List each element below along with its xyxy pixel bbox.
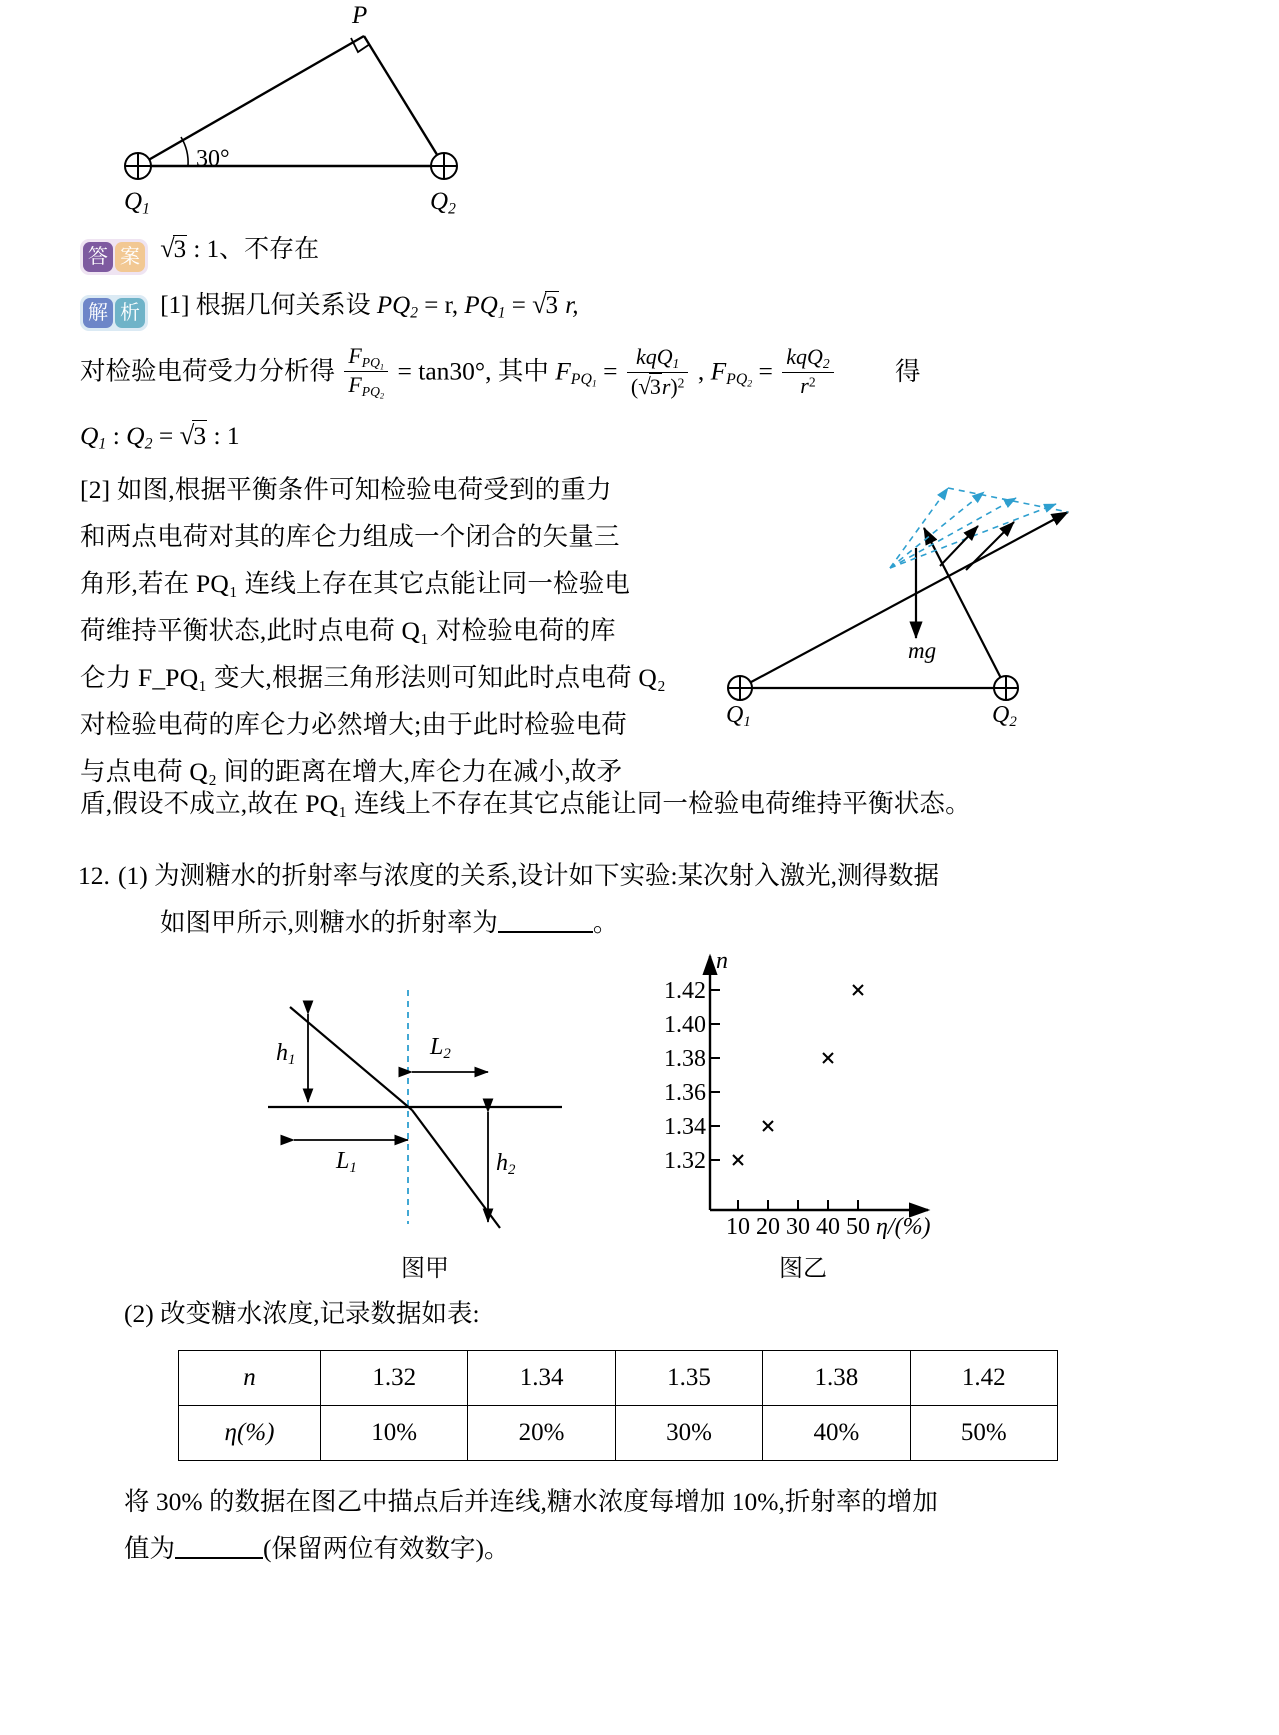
sol2-frac-den-F: F [348, 372, 362, 398]
refraction-svg [250, 952, 600, 1242]
sol2-F1-den-close: ) [670, 373, 678, 399]
sol2-F2-num-kqQ: kqQ [786, 344, 823, 370]
table-cell: 1.38 [763, 1351, 910, 1406]
label-h2-sub: 2 [508, 1162, 516, 1179]
solution-paragraph-2-last: 盾,假设不成立,故在 PQ₁ 连线上不存在其它点能让同一检验电荷维持平衡状态。 [80, 789, 971, 818]
label-h1-sub: 1 [288, 1052, 296, 1069]
question-12-part2: (2) 改变糖水浓度,记录数据如表: [124, 1299, 480, 1328]
sol1-sqrt-value: 3 [545, 292, 559, 319]
sol2-F2-den [782, 372, 833, 399]
ratio-sqrt-value: 3 [193, 421, 207, 450]
sol2-F1-den [627, 372, 689, 400]
part1-line1-text: 为测糖水的折射率与浓度的关系,设计如下实验:某次射入激光,测得数据 [154, 861, 939, 890]
label-Q2-letter: Q [430, 188, 449, 215]
answer-badge-char1: 答 [83, 242, 113, 272]
sol2-frac-den-sub: PQ [361, 383, 380, 399]
label-Q1-sub: 1 [142, 200, 150, 218]
solution-line-1 [80, 292, 1180, 331]
part1-line2-text: 如图甲所示,则糖水的折射率为 [160, 908, 498, 937]
table-header-n-label: n [243, 1364, 256, 1391]
sol1-sqrt-radical: √ [532, 290, 547, 319]
answer-blank-increment[interactable] [175, 1532, 263, 1559]
sol2-F1-num-kqQ: kqQ [636, 343, 673, 369]
label-P: P [352, 2, 368, 29]
answer-blank-refractive-index[interactable] [498, 906, 593, 933]
data-table [178, 1350, 1058, 1461]
triangle-svg [96, 6, 516, 216]
sol2-F2: F [710, 356, 727, 386]
force-vector-triangle-figure [716, 470, 1116, 740]
chart-ytick-1.34: 1.34 [664, 1114, 706, 1140]
sol2-F1-den-sqrt [638, 373, 662, 400]
sol2-tail-de: 得 [894, 356, 921, 386]
sol2-F1-den-value: 3 [649, 373, 661, 399]
label-L1 [336, 1148, 357, 1177]
answer-badge [80, 239, 148, 275]
label-h2-letter: h [496, 1150, 508, 1176]
sol2-F2-den-pow: 2 [808, 374, 816, 390]
chart-xtick-50: 50 [846, 1214, 870, 1240]
label-L1-sub: 1 [349, 1160, 357, 1177]
table-cell: 10% [321, 1406, 468, 1461]
part1-prefix: (1) [118, 861, 155, 890]
question-12-body [118, 852, 1208, 946]
force-label-Q2-letter: Q [992, 702, 1010, 728]
sol2-F2-den-r: r [800, 373, 809, 399]
table-cell: 1.32 [321, 1351, 468, 1406]
sol1-pq2: PQ [376, 292, 411, 319]
question-12-part1-line2 [160, 899, 1208, 946]
sol2-F1-den-r: r [661, 373, 671, 399]
sol2-frac-num-sub2: 1 [379, 361, 385, 372]
para2-line-6: 与点电荷 Q₂ 间的距离在增大,库仑力在减小,故矛 [80, 757, 623, 786]
para2-line-4: 仑力 F_PQ₁ 变大,根据三角形法则可知此时点电荷 Q₂ [80, 663, 667, 692]
label-Q2-sub: 2 [448, 200, 456, 218]
label-h2 [496, 1150, 515, 1179]
sol2-frac-den [344, 371, 388, 400]
force-label-Q1-sub: 1 [743, 714, 751, 731]
label-L2-sub: 2 [443, 1046, 451, 1063]
sqrt-value: 3 [173, 236, 187, 263]
table-cell: 1.42 [910, 1351, 1057, 1406]
answer-text: : 1、不存在 [187, 236, 320, 263]
sol2-F2-fraction [782, 344, 833, 399]
sol1-eq1: = r, [417, 292, 465, 319]
solution-badge [80, 295, 148, 331]
chart-ytick-1.40: 1.40 [664, 1012, 706, 1038]
part3-line2-tail: (保留两位有效数字)。 [263, 1534, 510, 1563]
force-label-Q2 [992, 702, 1017, 731]
label-mg: mg [908, 638, 937, 663]
sol2-F1-sub2: 1 [591, 378, 597, 390]
ratio-Q2: Q [126, 421, 145, 450]
chart-xlabel: η/(%) [876, 1214, 931, 1240]
para2-line-1: 和两点电荷对其的库仑力组成一个闭合的矢量三 [80, 522, 620, 551]
solution-line-2 [80, 345, 1210, 402]
sol2-frac-num-sub: PQ [361, 354, 380, 370]
sol2-F1-fraction [627, 344, 689, 400]
figure-yi-scatter-chart [628, 942, 978, 1242]
table-header-n [179, 1351, 321, 1406]
sol2-F1-den-pow: 2 [677, 375, 685, 391]
label-Q1-letter: Q [124, 188, 143, 215]
sol1-r: r, [559, 292, 579, 319]
ratio-tail: : 1 [207, 421, 240, 450]
sol1-eq2: = [505, 292, 533, 319]
chart-xtick-20: 20 [756, 1214, 780, 1240]
sol1-pq1: PQ [464, 292, 498, 319]
table-row [179, 1351, 1058, 1406]
ratio-Q1-sub: 1 [98, 435, 107, 453]
table-header-eta [179, 1406, 321, 1461]
sol2-text-a: 对检验电荷受力分析得 [80, 356, 336, 386]
answer-badge-char2: 案 [115, 242, 145, 272]
figure-yi-caption: 图乙 [779, 1256, 827, 1282]
chart-xtick-30: 30 [786, 1214, 810, 1240]
answer-sqrt [160, 236, 187, 262]
sol1-sqrt [532, 292, 559, 318]
label-L1-letter: L [336, 1148, 350, 1174]
chart-xtick-10: 10 [726, 1214, 750, 1240]
ratio-eq: = [152, 421, 180, 450]
table-header-eta-label: η(%) [224, 1419, 275, 1446]
sol2-F1-num [627, 344, 689, 372]
sol2-F1-den-radical: √ [638, 372, 651, 399]
sol2-eq1: = [596, 356, 624, 386]
sol2-F2-sub2: 2 [747, 378, 753, 390]
sol2-eq2: = [752, 356, 780, 386]
sol2-text-b: = tan30°, 其中 [391, 356, 556, 386]
sol1-pq1-sub: 1 [497, 304, 506, 322]
chart-ytick-1.36: 1.36 [664, 1080, 706, 1106]
ratio-colon: : [106, 421, 127, 450]
label-Q2 [430, 188, 456, 218]
para2-line-5: 对检验电荷的库仑力必然增大;由于此时检验电荷 [80, 710, 627, 739]
sol2-comma: , [691, 356, 711, 386]
sol2-F2-num [782, 344, 833, 372]
force-label-Q1 [726, 702, 751, 731]
solution-ratio-result [80, 420, 240, 453]
chart-xtick-40: 40 [816, 1214, 840, 1240]
sol2-ratio-fraction [344, 343, 388, 400]
chart-ytick-1.42: 1.42 [664, 978, 706, 1004]
ratio-Q2-sub: 2 [144, 435, 153, 453]
table-cell: 40% [763, 1406, 910, 1461]
chart-ytick-1.38: 1.38 [664, 1046, 706, 1072]
sol2-F1-num-sub: 1 [672, 355, 680, 371]
answer-line [80, 236, 780, 275]
question-12 [78, 852, 1208, 946]
force-label-Q1-letter: Q [726, 702, 744, 728]
sol2-F2-sub: PQ [726, 370, 748, 388]
ratio-sqrt [180, 420, 207, 451]
table-cell: 20% [468, 1406, 615, 1461]
sol2-frac-num [344, 343, 388, 371]
chart-ytick-1.32: 1.32 [664, 1148, 706, 1174]
sol2-F2-num-sub: 2 [822, 356, 830, 372]
table-cell: 1.35 [615, 1351, 762, 1406]
two-point-charge-triangle-figure [96, 2, 516, 218]
sol2-F1-den-open: ( [630, 373, 639, 399]
table-cell: 1.34 [468, 1351, 615, 1406]
question-12-part3 [124, 1478, 1214, 1572]
ratio-Q1: Q [80, 421, 99, 450]
solution-paragraph-2 [80, 466, 740, 795]
table-cell: 50% [910, 1406, 1057, 1461]
para2-line-2: 角形,若在 PQ₁ 连线上存在其它点能让同一检验电 [80, 569, 631, 598]
sol2-frac-den-sub2: 2 [379, 390, 385, 401]
figure-jia-refraction-diagram [250, 952, 600, 1242]
sol1-text-a: [1] 根据几何关系设 [160, 292, 377, 319]
force-triangle-svg [716, 470, 1116, 740]
sol2-F1-sub: PQ [570, 370, 592, 388]
solution-badge-char2: 析 [115, 298, 145, 328]
ratio-sqrt-radical: √ [179, 420, 195, 450]
part3-line1: 将 30% 的数据在图乙中描点后并连线,糖水浓度每增加 10%,折射率的增加 [124, 1487, 938, 1516]
question-12-number: 12. [78, 861, 110, 890]
table-cell: 30% [615, 1406, 762, 1461]
label-angle-30: 30° [196, 146, 230, 172]
label-L2-letter: L [430, 1034, 444, 1060]
sol2-frac-num-F: F [348, 343, 362, 368]
label-h1 [276, 1040, 295, 1069]
chart-ylabel: n [716, 948, 728, 974]
para2-line-3: 荷维持平衡状态,此时点电荷 Q₁ 对检验电荷的库 [80, 616, 616, 645]
force-label-Q2-sub: 2 [1009, 714, 1017, 731]
question-12-part1-line1 [118, 852, 1208, 899]
part3-line2 [124, 1525, 1214, 1572]
sqrt-radical: √ [160, 234, 175, 263]
label-L2 [430, 1034, 451, 1063]
table-row [179, 1406, 1058, 1461]
part3-line2-text: 值为 [124, 1534, 176, 1563]
label-Q1 [124, 188, 150, 218]
sol2-F1: F [555, 356, 571, 386]
para2-line-0: [2] 如图,根据平衡条件可知检验电荷受到的重力 [80, 475, 612, 504]
sol1-pq2-sub: 2 [410, 304, 418, 322]
label-h1-letter: h [276, 1040, 288, 1066]
figure-jia-caption: 图甲 [401, 1256, 449, 1282]
part1-line2-period: 。 [592, 908, 619, 937]
solution-badge-char1: 解 [83, 298, 113, 328]
